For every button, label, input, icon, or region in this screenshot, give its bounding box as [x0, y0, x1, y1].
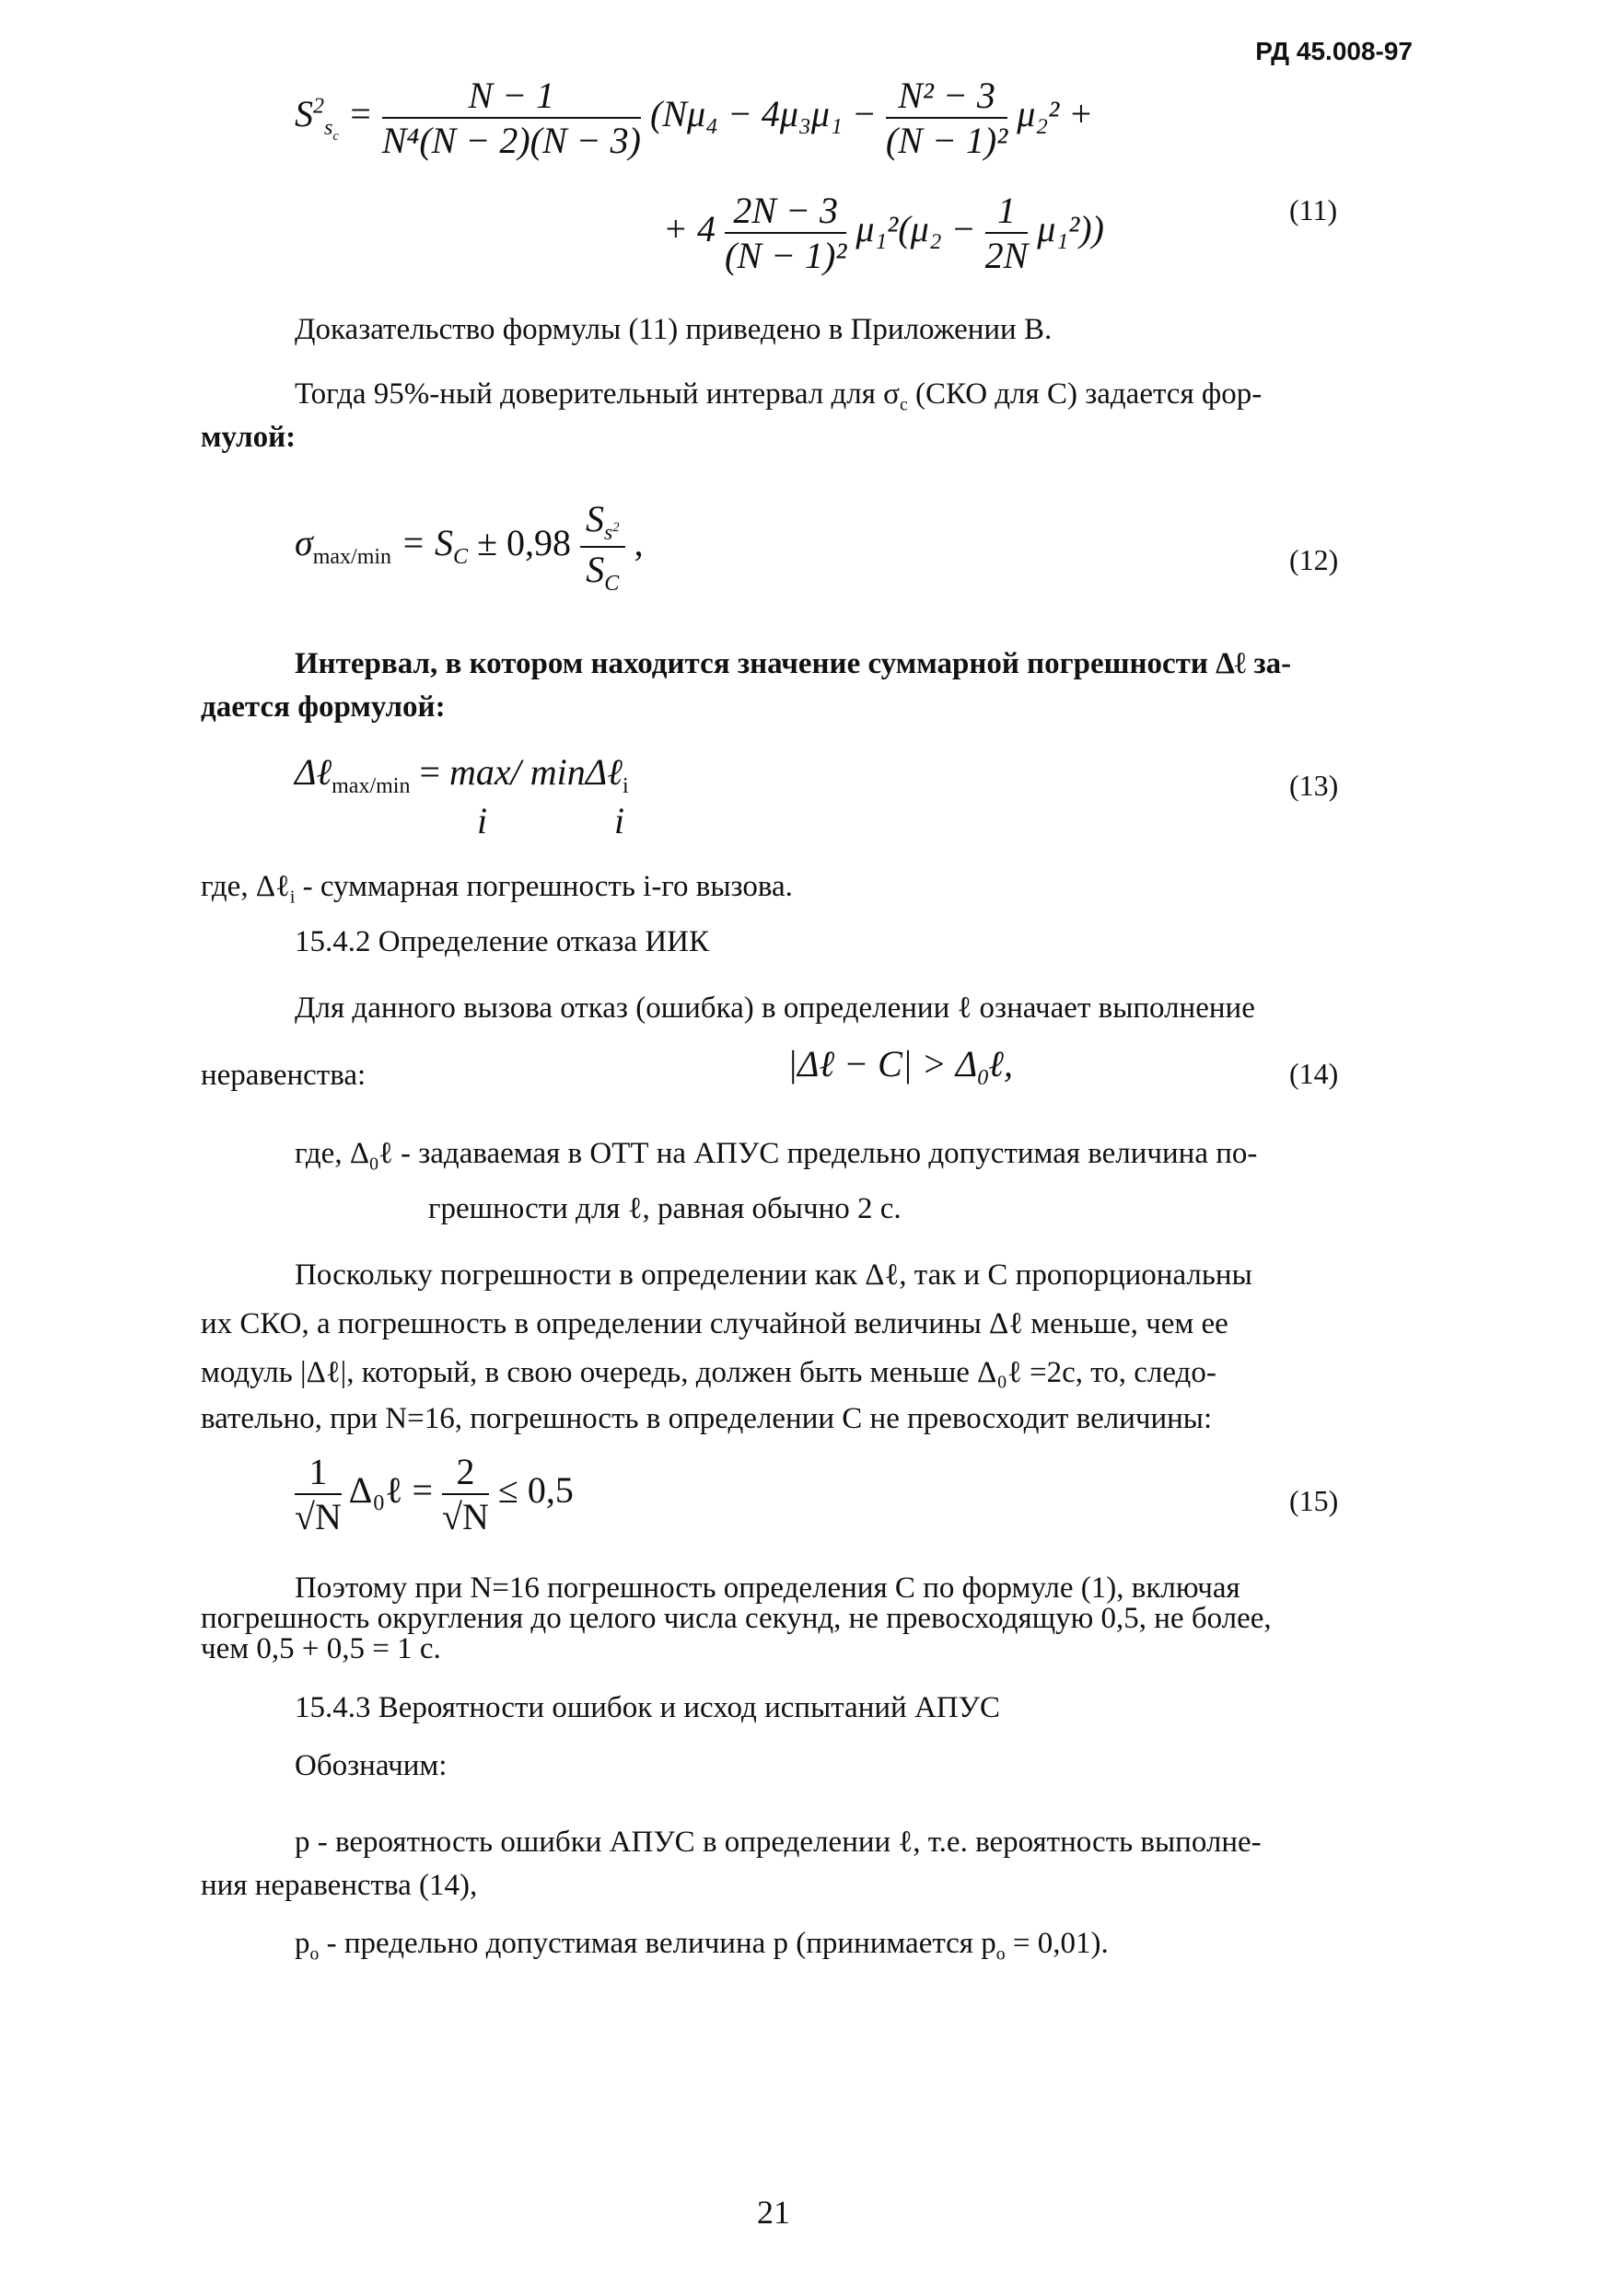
formula-14-explanation-line2: грешности для ℓ, равная обычно 2 с.	[428, 1192, 902, 1225]
formula-13: Δℓ$_{max/min}$ = max/ minΔℓ$_i$	[295, 751, 629, 798]
equation-number-11: (11)	[1289, 193, 1338, 226]
section-15-4-2-heading: 15.4.2 Определение отказа ИИК	[295, 925, 709, 958]
p-definition-line1: p - вероятность ошибки АПУС в определении ℓ, т.е. вероятность выполне-	[295, 1826, 1262, 1859]
equation-number-13: (13)	[1289, 769, 1339, 802]
interval-paragraph-line2: мулой:	[201, 421, 297, 454]
section-15-4-3-heading: 15.4.3 Вероятности ошибок и исход испытаний АПУС	[295, 1691, 1000, 1724]
document-code: РД 45.008-97	[1255, 37, 1413, 65]
formula-15-fraction-1: $\frac{1}{√N}$	[295, 1451, 342, 1537]
page-number: 21	[757, 2194, 790, 2231]
p-definition-line2: ния неравенства (14),	[201, 1869, 478, 1902]
since-paragraph-line4: вательно, при N=16, погрешность в определении С не превосходит величины:	[201, 1402, 1213, 1435]
equation-number-14: (14)	[1289, 1057, 1339, 1090]
interval13-paragraph-line1: Интервал, в котором находится значение суммарной погрешности Δℓ за-	[295, 647, 1292, 680]
formula-12-fraction: $\frac{S_{s^2}}{S_C}$	[580, 497, 625, 597]
since-paragraph-line3: модуль |Δℓ|, который, в свою очередь, должен быть меньше Δ₀ℓ =2с, то, следо-	[201, 1356, 1216, 1389]
formula-13-index-1: i	[477, 800, 488, 841]
therefore-paragraph-line1: Поэтому при N=16 погрешность определения С по формуле (1), включая	[295, 1571, 1240, 1605]
formula-11-fraction-2: $\frac{\text{N² − 3}}{\text{(N − 1)²}}$	[885, 75, 1008, 161]
failure-paragraph-line2: неравенства:	[201, 1059, 367, 1092]
denote-label: Обозначим:	[295, 1749, 448, 1782]
therefore-paragraph-line2: погрешность округления до целого числа секунд, не превосходящую 0,5, не более,	[201, 1602, 1272, 1635]
formula-13-explanation: где, Δℓ$_i$ - суммарная погрешность i-го вызова.	[201, 870, 793, 908]
formula-11-lhs: $S^2_{s_c}$	[295, 93, 339, 144]
formula-13-index-2: i	[614, 800, 625, 841]
formula-11-fraction-3: $\frac{2N - 3}{\text{(N − 1)²}}$	[725, 190, 847, 276]
formula-11-fraction-4: $\frac{1}{2N}$	[984, 190, 1029, 276]
formula-11-fraction-1: $\frac{N - 1}{\text{N⁴(N − 2)(N − 3)}}$	[381, 75, 641, 161]
p0-definition: $p_o$ - предельно допустимая величина p (принимается $p_o = 0,01$).	[295, 1927, 1109, 1965]
therefore-paragraph-line3: чем 0,5 + 0,5 = 1 с.	[201, 1632, 441, 1665]
formula-11-line1: $S^2_{s_c}$ = $\frac{N - 1}{\text{N⁴(N − 2)(N − 3)}}$ (Nμ₄ − 4μ₃μ₁ − $\frac{\text{N² − 3}}{\text{(N − 1)²}}$ μ₂² +	[295, 75, 1094, 161]
formula-11-line2: + 4 $\frac{2N - 3}{\text{(N − 1)²}}$ μ₁²(μ₂ − $\frac{1}{2N}$ μ₁²))	[663, 190, 1104, 276]
formula-15: $\frac{1}{√N}$ Δ₀ℓ = $\frac{2}{√N}$ ≤ 0,5	[295, 1451, 574, 1537]
formula-12: $\sigma_{max/min} = S_C \pm 0,98$ $\frac{S_{s^2}}{S_C}$ ,	[295, 498, 644, 596]
since-paragraph-line1: Поскольку погрешности в определении как Δℓ, так и C пропорциональны	[295, 1258, 1252, 1292]
formula-15-fraction-2: $\frac{2}{√N}$	[442, 1451, 489, 1537]
interval13-paragraph-line2: дается формулой:	[201, 690, 446, 724]
since-paragraph-line2: их СКО, а погрешность в определении случайной величины Δℓ меньше, чем ее	[201, 1307, 1228, 1340]
formula-14: |Δℓ − $C| > \Delta_0\ell$,	[787, 1043, 1013, 1090]
formula-14-explanation-line1: где, $\Delta_0\ell$ - задаваемая в ОТТ на АПУС предельно допустимая величина по-	[295, 1137, 1258, 1175]
interval-paragraph-line1: Тогда 95%-ный доверительный интервал для $\sigma_c$ (СКО для C) задается фор-	[295, 377, 1263, 415]
proof-text: Доказательство формулы (11) приведено в Приложении В.	[295, 313, 1053, 346]
equation-number-12: (12)	[1289, 543, 1339, 576]
equation-number-15: (15)	[1289, 1484, 1339, 1517]
failure-paragraph-line1: Для данного вызова отказ (ошибка) в определении ℓ означает выполнение	[295, 991, 1255, 1025]
